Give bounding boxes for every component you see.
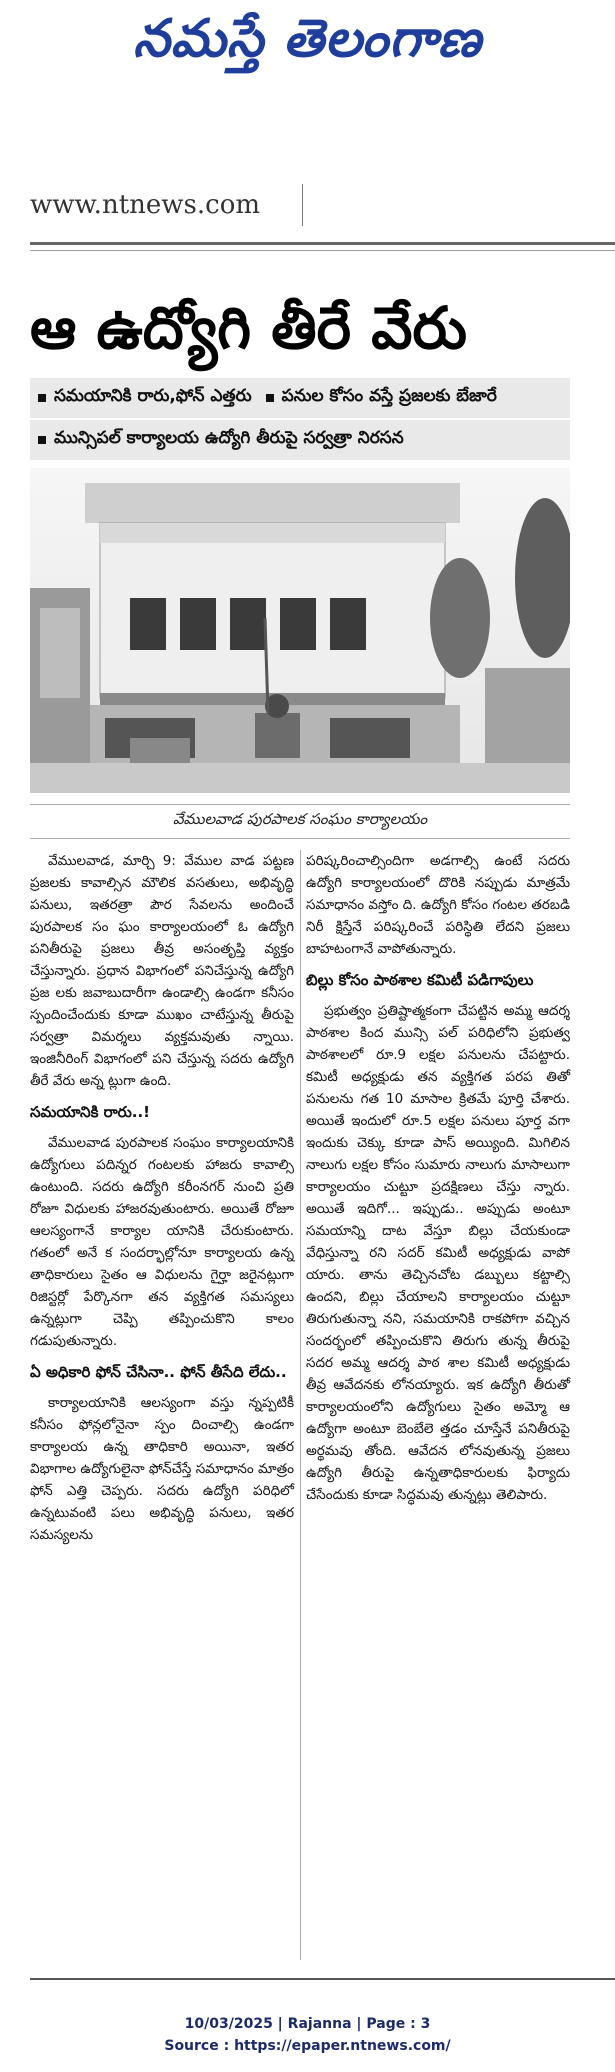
site-url-row xyxy=(30,180,310,230)
caption-rule-top xyxy=(30,804,570,805)
section-heading: ఏ అధికారి ఫోన్ చేసినా.. ఫోన్ తీసేది లేదు.. xyxy=(30,1363,287,1381)
bullet-icon xyxy=(38,394,46,402)
bullet-icon xyxy=(38,436,46,444)
footer-date-edition: 10/03/2025 | Rajanna | Page : 3 xyxy=(184,2016,431,2032)
paragraph: వేములవాడ పురపాలక సంఘం కార్యాలయానికి ఉద్యోగులు పదిన్నర గంటలకు హాజరు కావాల్సి ఉంటుంది. సదరు ఉద్యోగి కరీంనగర్ నుంచి ప్రతి రోజూ విధులకు హాజరవుతుంటారు. అయితే రోజూ ఆలస్యంగానే కార్యాల యానికి చేరుకుంటారు. గతంలో అనే క సందర్భాల్లోనూ కార్యాలయ ఉన్న తాధికారులు సైతం ఆ విధులను గైర్హా జరైనట్లుగా రిజిస్టర్లో పేర్కొనగా తన వ్యక్తిగత సమస్యలు ఉన్నట్లుగా చెప్పి తప్పించుకొని కాలం గడుపుతున్నారు. xyxy=(30,1135,294,1349)
url-divider xyxy=(302,184,303,226)
headline-text: ఆ ఉద్యోగి తీరే వేరు xyxy=(30,293,467,362)
paragraph: కార్యాలయానికి ఆలస్యంగా వస్తు న్నప్పటికీ కనీసం ఫోన్లలోనైనా స్పం దించాల్సి ఉండగా కార్యాలయ ఉన్న తాధికారి అయినా, ఇతర విభాగాల ఉద్యోగులైనా ఫోన్‌చేస్తే సమాధానం మాత్రం ఫోన్ ఎత్తి చెప్పరు. సదరు ఉద్యోగి పరిధిలో ఉన్నటువంటి పలు అభివృద్ధి పనులు, ఇతర సమస్యలను xyxy=(30,1395,294,1543)
bottom-rule xyxy=(30,1978,615,1980)
section-heading: సమయానికి రారు..! xyxy=(30,1103,151,1121)
paragraph: పరిష్కరించాల్సిందిగా అడగాల్సి ఉంటే సదరు ఉద్యోగి కార్యాలయంలో దొరికి నప్పుడు మాత్రమే సమాధానం వస్తోం ది. ఉద్యోగి కోసం గంటల తరబడి నిరీ క్షిస్తేనే పరిష్కరించే పరిస్థితి లేదని ప్రజలు బాహటంగానే వాపోతున్నారు. xyxy=(306,853,570,957)
footer xyxy=(0,2010,615,2060)
article-column-left xyxy=(30,850,294,1970)
paragraph: ప్రభుత్వం ప్రతిష్టాత్మకంగా చేపట్టిన అమ్మ ఆదర్శ పాఠశాల కింద మున్సి పల్ పరిధిలోని ప్రభుత్వ పాఠశాలలో రూ.9 లక్షల పనులను చేపట్టారు. కమిటీ అధ్యక్షుడు తన వ్యక్తిగత పరప తితో పనులను గత 10 మాసాల క్రితమే పూర్తి చేశారు. అయితే ఇందులో రూ.5 లక్షల పనులు పూర్త వగా ఇందుకు చెక్కు కూడా పాస్ అయ్యింది. మిగిలిన నాలుగు లక్షల కోసం సుమారు నాలుగు మాసాలుగా కార్యాలయం చుట్టూ ప్రదక్షిణలు చేస్తు న్నారు. అయితే ఇదిగో... ఇప్పుడు.. అప్పుడు అంటూ సమయాన్ని దాట వేస్తూ బిల్లు చేయకుండా వేధిస్తున్నా రని సదర్ కమిటీ అధ్యక్షుడు వాపో యారు. తాను తెచ్చినచోట డబ్బులు కట్టాల్సి ఉందని, బిల్లు చేయాలని కార్యాలయం చుట్టూ తిరుగుతున్నా నని, సమయానికి రాకపోగా వచ్చిన సందర్భంలో తప్పించుకొని తిరుగు తున్న తీరుపై సదర అమ్మ ఆదర్శ పాఠ శాల కమిటీ అధ్యక్షుడు తీవ్ర ఆవేదనకు లోనయ్యారు. ఇక ఉద్యోగి తీరుతో కార్యాలయంలోని ఉద్యోగులు సైతం అమ్మో ఆ ఉద్యోగా అంటూ బెంబేలె త్తడం చూస్తేనే పనితీరుపై అర్థమవు తోంది. ఆవేదన లోనవుతున్న ప్రజలు ఉద్యోగి తీరుపై ఉన్నతాధికారులకు ఫిర్యాదు చేసేందుకు కూడా సిద్ధమవు తున్నట్లు తెలిపారు. xyxy=(306,1003,570,1503)
section-heading: బిల్లు కోసం పాఠశాల కమిటీ పడిగాపులు xyxy=(306,971,534,989)
article-column-right xyxy=(306,850,570,1970)
masthead-title: నమస్తే తెలంగాణ xyxy=(133,8,482,69)
subhead-row-2 xyxy=(30,420,570,460)
top-rule-thin xyxy=(30,250,615,251)
paragraph: వేములవాడ, మార్చి 9: వేముల వాడ పట్టణ ప్రజలకు కావాల్సిన మౌలిక వసతులు, అభివృద్ధి పనులు, ఇతరత్రా పౌర సేవలను అందించే పురపాలక సం ఘం కార్యాలయంలో ఓ ఉద్యోగి పనితీరుపై ప్రజలు తీవ్ర అసంతృప్తి వ్యక్తం చేస్తున్నారు. ప్రధాన విభాగంలో పనిచేస్తున్న ఉద్యోగి ప్రజ లకు జవాబుదారీగా ఉండాల్సి ఉండగా కనీసం స్పందించేందుకు కూడా ముఖం చాటేస్తున్న తీరుపై సర్వత్రా విమర్శలు వ్యక్తమవుతు న్నాయి. ఇంజినీరింగ్ విభాగంలో పని చేస్తున్న సదరు ఉద్యోగి తీరే వేరు అన్న ట్లుగా ఉంది. xyxy=(30,853,294,1089)
masthead xyxy=(0,0,615,90)
photo-caption: వేములవాడ పురపాలక సంఘం కార్యాలయం xyxy=(172,810,428,828)
subhead-2: పనుల కోసం వస్తే ప్రజలకు బేజారే xyxy=(281,386,497,406)
column-divider xyxy=(300,850,301,1960)
subhead-3: మున్సిపల్ కార్యాలయ ఉద్యోగి తీరుపై సర్వత్రా నిరసన xyxy=(54,428,404,448)
subhead-1: సమయానికి రారు,ఫోన్ ఎత్తరు xyxy=(54,386,252,406)
footer-source-link[interactable]: Source : https://epaper.ntnews.com/ xyxy=(164,2038,451,2054)
article-headline xyxy=(30,290,570,380)
bullet-icon xyxy=(266,394,274,402)
municipal-office-photo xyxy=(30,468,570,793)
site-url[interactable]: www.ntnews.com xyxy=(30,190,261,220)
top-rule xyxy=(30,242,615,245)
article-photo xyxy=(30,468,570,793)
subhead-row-1 xyxy=(30,378,570,418)
caption-rule-bottom xyxy=(30,838,570,839)
